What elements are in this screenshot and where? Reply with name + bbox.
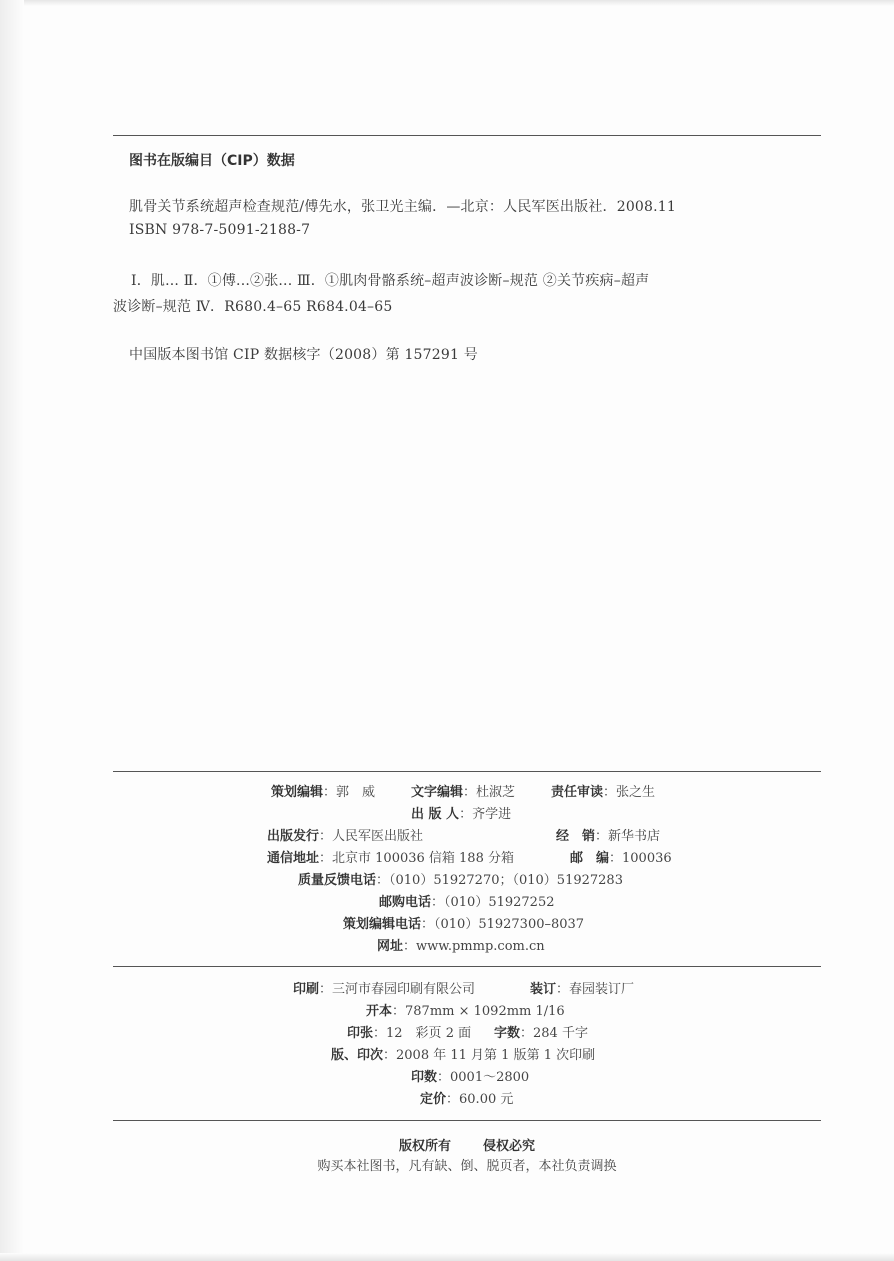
print-run-value: ：0001～2800: [437, 1070, 530, 1085]
cip-bibliographic-line: 肌骨关节系统超声检查规范/傅先水，张卫光主编．—北京：人民军医出版社．2008.11: [129, 199, 677, 215]
format-value: ：787mm × 1092mm 1/16: [392, 1004, 565, 1019]
format-label: 开本: [366, 1004, 393, 1019]
infringement-notice: 侵权必究: [483, 1139, 536, 1154]
postcode: [570, 847, 672, 866]
publisher-person: [411, 803, 511, 822]
edition: [331, 1044, 595, 1063]
publisher-person-value: ：齐学进: [459, 807, 512, 822]
seller-value: ：新华书店: [595, 829, 661, 844]
seller-label: 经 销: [556, 829, 596, 844]
sheets-label: 印张: [347, 1026, 374, 1041]
seller: [556, 825, 660, 844]
word-count: [494, 1022, 588, 1041]
edition-label: 版、印次: [331, 1048, 384, 1063]
postcode-label: 邮 编: [570, 851, 610, 866]
price-value: ：60.00 元: [446, 1092, 514, 1107]
scan-edge-top: [0, 0, 894, 6]
scan-edge-bottom: [0, 1253, 894, 1261]
rights-reserved: 版权所有: [398, 1139, 451, 1154]
word-count-value: ：284 千字: [520, 1026, 588, 1041]
print-run: [411, 1066, 529, 1085]
price-label: 定价: [420, 1092, 447, 1107]
printer-label: 印刷: [293, 982, 320, 997]
reviewer-value: ：张之生: [603, 785, 656, 800]
text-editor-value: ：杜淑芝: [463, 785, 516, 800]
feedback-phone: [298, 869, 623, 888]
planning-editor-label: 策划编辑: [271, 785, 324, 800]
format: [366, 1000, 565, 1019]
text-editor: [411, 781, 515, 800]
mail-order-phone-value: ：（010）51927252: [431, 895, 555, 910]
print-run-label: 印数: [411, 1070, 438, 1085]
text-editor-label: 文字编辑: [411, 785, 464, 800]
reviewer: [551, 781, 655, 800]
rule-printing: [113, 966, 821, 967]
sheets-value: ：12 彩页 2 面: [373, 1026, 472, 1041]
rights-title: [113, 1132, 821, 1155]
publisher-person-label: 出 版 人: [411, 807, 460, 822]
mail-order-phone: [379, 891, 555, 910]
postcode-value: ：100036: [609, 851, 672, 866]
word-count-label: 字数: [494, 1026, 521, 1041]
mail-order-phone-label: 邮购电话: [379, 895, 432, 910]
website: [377, 935, 545, 954]
planning-editor: [271, 781, 375, 800]
planning-editor-phone-label: 策划编辑电话: [343, 917, 422, 932]
distribution-label: 出版发行: [267, 829, 320, 844]
printer: [293, 978, 475, 997]
feedback-phone-value: ：（010）51927270；（010）51927283: [376, 873, 623, 888]
cip-isbn: ISBN 978-7-5091-2188-7: [129, 222, 311, 238]
sheets: [347, 1022, 471, 1041]
cip-library-number: 中国版本图书馆 CIP 数据核字（2008）第 157291 号: [129, 347, 478, 363]
binding-label: 装订: [530, 982, 557, 997]
planning-editor-phone-value: ：（010）51927300–8037: [421, 917, 585, 932]
planning-editor-phone: [343, 913, 584, 932]
printer-value: ：三河市春园印刷有限公司: [319, 982, 476, 997]
address-label: 通信地址: [267, 851, 320, 866]
cip-classification-line-1: Ⅰ．肌... Ⅱ．①傅...②张... Ⅲ．①肌肉骨骼系统–超声波诊断–规范 ②关节疾病–超声: [131, 273, 650, 289]
website-label: 网址: [377, 939, 404, 954]
website-value: ：www.pmmp.com.cn: [403, 939, 545, 954]
edition-value: ：2008 年 11 月第 1 版第 1 次印刷: [383, 1048, 596, 1063]
binding-value: ：春园装订厂: [556, 982, 635, 997]
planning-editor-value: ：郭 威: [323, 785, 376, 800]
scan-edge-left: [0, 0, 24, 1261]
cip-classification-line-2: 波诊断–规范 Ⅳ．R680.4–65 R684.04–65: [113, 299, 393, 315]
feedback-phone-label: 质量反馈电话: [298, 873, 377, 888]
rule-top: [113, 135, 821, 136]
reviewer-label: 责任审读: [551, 785, 604, 800]
rule-staff: [113, 771, 821, 772]
price: [420, 1088, 513, 1107]
address: [267, 847, 514, 866]
rule-rights: [113, 1120, 821, 1121]
address-value: ：北京市 100036 信箱 188 分箱: [319, 851, 514, 866]
binding: [530, 978, 634, 997]
replacement-notice: 购买本社图书，凡有缺、倒、脱页者，本社负责调换: [317, 1159, 617, 1174]
distribution: [267, 825, 423, 844]
cip-title: 图书在版编目（CIP）数据: [129, 153, 295, 169]
distribution-value: ：人民军医出版社: [319, 829, 424, 844]
